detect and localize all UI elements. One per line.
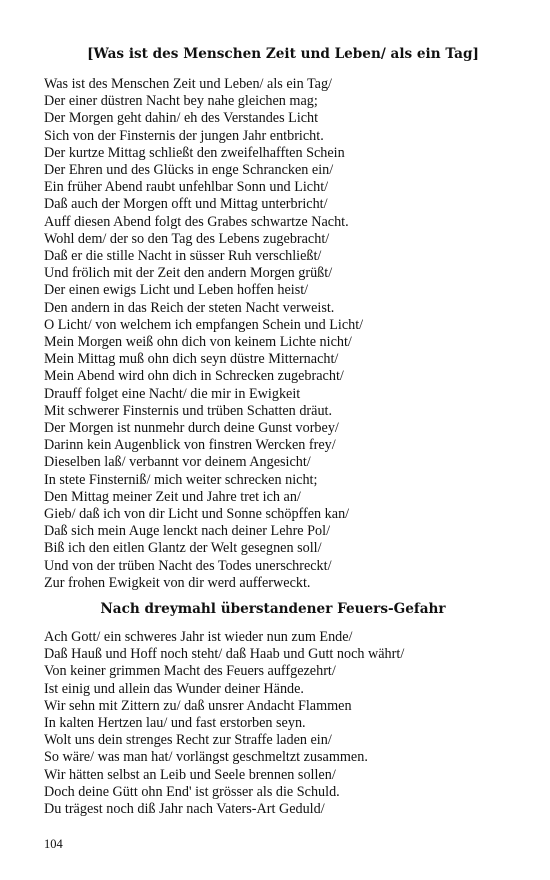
poem-line: Biß ich den eitlen Glantz der Welt gesegnen soll/ [44, 540, 322, 557]
poem-line: Zur frohen Ewigkeit von dir werd aufferweckt. [44, 574, 311, 591]
page-number: 104 [44, 837, 63, 851]
poem-line: Und von der trüben Nacht des Todes unerschreckt/ [44, 557, 332, 574]
poem-line: Mein Abend wird ohn dich in Schrecken zugebracht/ [44, 368, 344, 385]
poem-line: Der Morgen ist nunmehr durch deine Gunst vorbey/ [44, 420, 339, 437]
poem-line: Daß sich mein Auge lenckt nach deiner Lehre Pol/ [44, 523, 331, 540]
poem-line: Der einer düstren Nacht bey nahe gleichen mag; [44, 93, 318, 110]
poem-line: Gieb/ daß ich von dir Licht und Sonne schöpffen kan/ [44, 506, 350, 523]
poem-line: Der einen ewigs Licht und Leben hoffen heist/ [44, 282, 309, 299]
poem-line: Auff diesen Abend folgt des Grabes schwartze Nacht. [44, 213, 349, 230]
poem-line: Der Morgen geht dahin/ eh des Verstandes Licht [44, 110, 319, 127]
poem-line: Darinn kein Augenblick von finstren Wercken frey/ [44, 437, 336, 454]
poem-line: Wir hätten selbst an Leib und Seele brennen sollen/ [44, 766, 336, 783]
poem-line: Mit schwerer Finsternis und trüben Schatten dräut. [44, 402, 333, 419]
poem-line: Ist einig und allein das Wunder deiner Hände. [44, 680, 304, 697]
poem-line: Was ist des Menschen Zeit und Leben/ als ein Tag/ [44, 76, 332, 92]
poem-line: Wohl dem/ der so den Tag des Lebens zugebracht/ [44, 230, 330, 247]
poem-line: Du trägest noch diß Jahr nach Vaters-Art Geduld/ [44, 801, 325, 818]
poem-line: In kalten Hertzen lau/ und fast erstorben seyn. [44, 715, 306, 732]
poem-line: Daß auch der Morgen offt und Mittag unterbricht/ [44, 196, 328, 213]
poem-line: Sich von der Finsternis der jungen Jahr entbricht. [44, 127, 324, 144]
poem-line: Mein Morgen weiß ohn dich von keinem Lichte nicht/ [44, 334, 352, 351]
poem-line: Den andern in das Reich der steten Nacht verweist. [44, 299, 335, 316]
poem-line: Daß Hauß und Hoff noch steht/ daß Haab und Gutt noch währt/ [44, 646, 405, 663]
poem-title: [Was ist des Menschen Zeit und Leben/ als ein Tag] [87, 46, 479, 62]
poem-line: Ach Gott/ ein schweres Jahr ist wieder nun zum Ende/ [44, 629, 353, 645]
poem-body [44, 76, 363, 592]
poem-line: Doch deine Gütt ohn End' ist grösser als die Schuld. [44, 783, 340, 800]
poem-line: Der Ehren und des Glücks in enge Schrancken ein/ [44, 162, 334, 179]
poem-line: O Licht/ von welchem ich empfangen Schein und Licht/ [44, 316, 364, 333]
poem-line: Daß er die stille Nacht in süsser Ruh verschließt/ [44, 248, 322, 265]
poem-title: Nach dreymahl überstandener Feuers-Gefahr [100, 601, 446, 617]
poem-line: In stete Finsterniß/ mich weiter schrecken nicht; [44, 471, 318, 488]
poem-line: Der kurtze Mittag schließt den zweifelhafften Schein [44, 144, 345, 161]
poem-line: Mein Mittag muß ohn dich seyn düstre Mitternacht/ [44, 351, 339, 368]
poem-line: So wäre/ was man hat/ vorlängst geschmeltzt zusammen. [44, 749, 368, 766]
poem-line: Ein früher Abend raubt unfehlbar Sonn und Licht/ [44, 179, 329, 196]
poem-line: Den Mittag meiner Zeit und Jahre tret ich an/ [44, 488, 301, 505]
poem-line: Drauff folget eine Nacht/ die mir in Ewigkeit [44, 385, 301, 402]
poem-line: Wolt uns dein strenges Recht zur Straffe laden ein/ [44, 732, 332, 749]
poem-line: Dieselben laß/ verbannt vor deinem Angesicht/ [44, 454, 311, 471]
poem-line: Wir sehn mit Zittern zu/ daß unsrer Andacht Flammen [44, 697, 352, 714]
poem-line: Und frölich mit der Zeit den andern Morgen grüßt/ [44, 265, 333, 282]
poem-line: Von keiner grimmen Macht des Feuers auffgezehrt/ [44, 663, 336, 680]
poem-body [44, 629, 404, 818]
